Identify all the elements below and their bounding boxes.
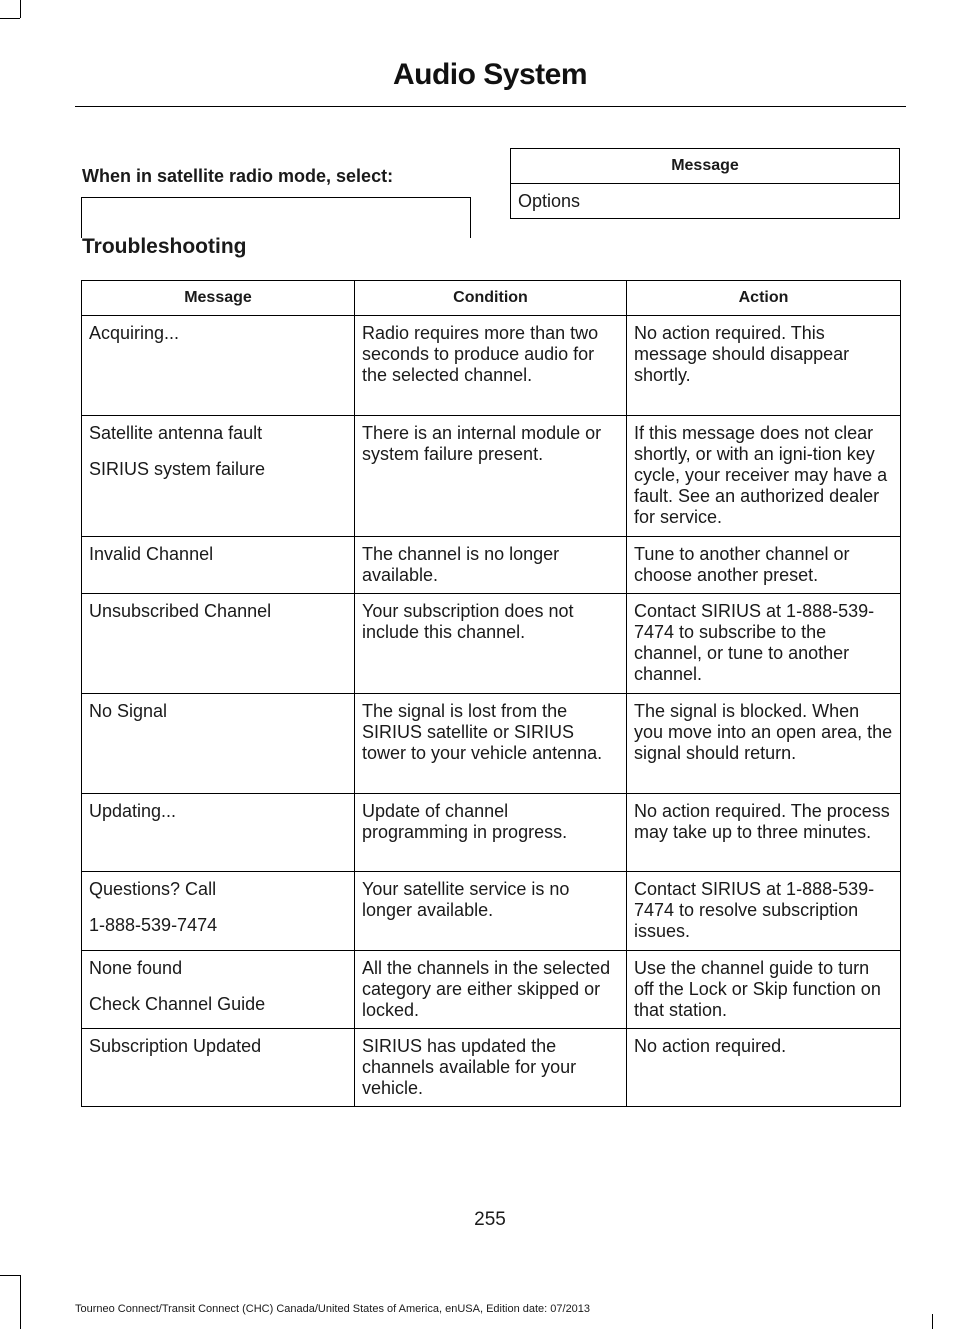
message-text: Invalid Channel <box>89 544 214 564</box>
action-cell: Use the channel guide to turn off the Lock or Skip function on that station. <box>627 951 901 1029</box>
table-row <box>82 594 901 694</box>
message-text: Acquiring... <box>89 323 180 343</box>
message-cell <box>82 537 355 594</box>
intro-text: When in satellite radio mode, select: <box>82 166 394 186</box>
section-heading: Troubleshooting <box>82 235 247 258</box>
crop-mark <box>20 1275 21 1329</box>
action-cell: No action required. <box>627 1029 901 1107</box>
condition-cell: SIRIUS has updated the channels available for your vehicle. <box>355 1029 627 1107</box>
message-text: Updating... <box>89 801 177 821</box>
page-title: Audio System <box>392 58 588 91</box>
options-table-cell: Options <box>511 184 900 219</box>
message-text: Check Channel Guide <box>89 994 266 1014</box>
action-cell: Tune to another channel or choose another preset. <box>627 537 901 594</box>
title-divider <box>75 106 906 107</box>
footer-text: Tourneo Connect/Transit Connect (CHC) Canada/United States of America, enUSA, Edition date: 07/2013 <box>75 1303 591 1315</box>
condition-cell: The signal is lost from the SIRIUS satellite or SIRIUS tower to your vehicle antenna. <box>355 694 627 794</box>
table-row <box>82 537 901 594</box>
condition-cell: There is an internal module or system failure present. <box>355 416 627 537</box>
action-cell: Contact SIRIUS at 1-888-539-7474 to subscribe to the channel, or tune to another channel. <box>627 594 901 694</box>
condition-cell: Your satellite service is no longer available. <box>355 872 627 951</box>
table-row <box>82 794 901 872</box>
crop-mark <box>932 1314 933 1329</box>
message-cell <box>82 694 355 794</box>
column-header-action: Action <box>627 281 901 316</box>
message-text: None found <box>89 958 183 978</box>
table-row <box>82 1029 901 1107</box>
message-text: SIRIUS system failure <box>89 459 266 479</box>
message-cell <box>82 416 355 537</box>
page-number: 255 <box>474 1209 506 1230</box>
message-text: 1-888-539-7474 <box>89 915 218 935</box>
crop-mark <box>20 0 21 18</box>
action-cell: Contact SIRIUS at 1-888-539-7474 to resolve subscription issues. <box>627 872 901 951</box>
options-table <box>510 148 900 219</box>
options-table-header: Message <box>511 149 900 184</box>
message-cell <box>82 594 355 694</box>
table-row <box>82 951 901 1029</box>
condition-cell: Your subscription does not include this channel. <box>355 594 627 694</box>
action-cell: No action required. The process may take up to three minutes. <box>627 794 901 872</box>
message-cell <box>82 872 355 951</box>
action-cell: The signal is blocked. When you move into an open area, the signal should return. <box>627 694 901 794</box>
table-row <box>82 694 901 794</box>
condition-cell: Update of channel programming in progress. <box>355 794 627 872</box>
message-text: Satellite antenna fault <box>89 423 263 443</box>
column-header-condition: Condition <box>355 281 627 316</box>
message-text: Questions? Call <box>89 879 217 899</box>
message-text: Unsubscribed Channel <box>89 601 272 621</box>
crop-mark <box>0 18 20 19</box>
message-cell <box>82 1029 355 1107</box>
condition-cell: Radio requires more than two seconds to produce audio for the selected channel. <box>355 316 627 416</box>
message-text: Subscription Updated <box>89 1036 262 1056</box>
table-row <box>82 872 901 951</box>
message-cell <box>82 951 355 1029</box>
column-header-message: Message <box>82 281 355 316</box>
action-cell: No action required. This message should disappear shortly. <box>627 316 901 416</box>
troubleshooting-table <box>81 280 901 1107</box>
table-row <box>82 316 901 416</box>
condition-cell: All the channels in the selected category are either skipped or locked. <box>355 951 627 1029</box>
message-text: No Signal <box>89 701 168 721</box>
table-row <box>82 416 901 537</box>
message-cell <box>82 794 355 872</box>
condition-cell: The channel is no longer available. <box>355 537 627 594</box>
crop-mark <box>0 1275 20 1276</box>
action-cell: If this message does not clear shortly, or with an igni-tion key cycle, your receiver may have a fault. See an authorized dealer for service. <box>627 416 901 537</box>
message-cell <box>82 316 355 416</box>
empty-table-frame <box>81 197 471 238</box>
